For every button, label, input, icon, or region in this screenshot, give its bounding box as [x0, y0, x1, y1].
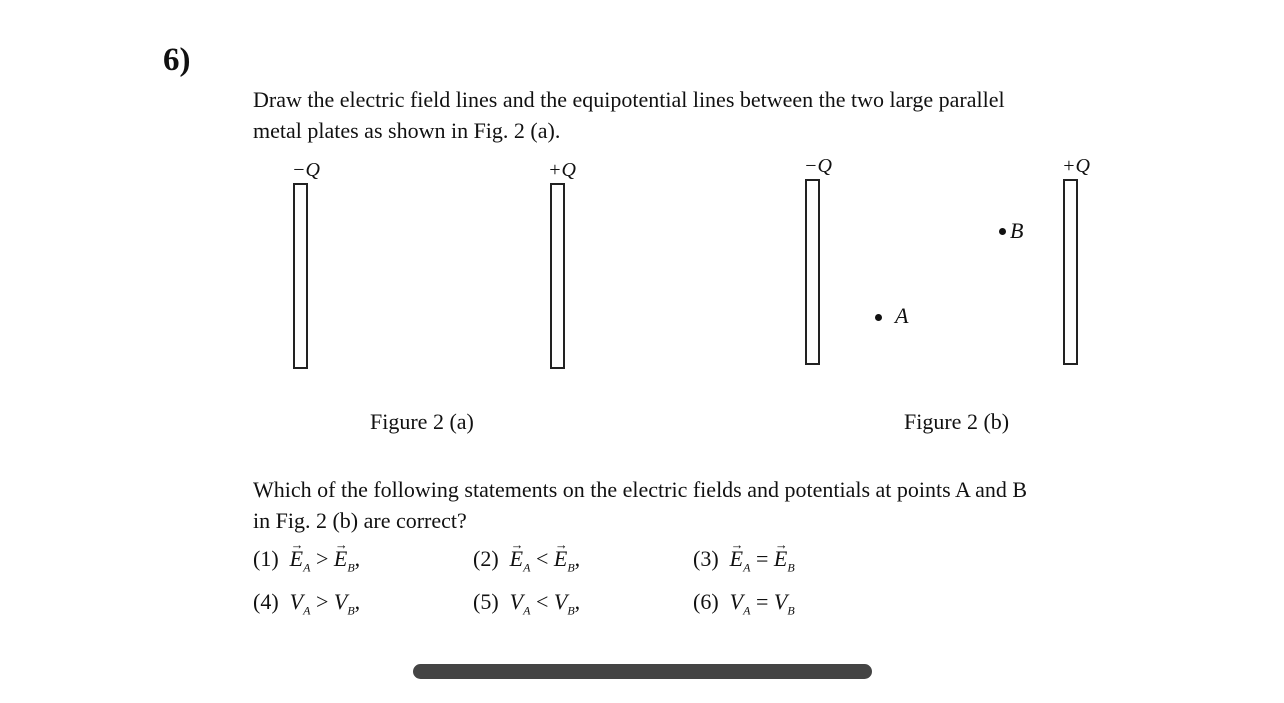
option-1-rhs-symbol: → E — [334, 546, 347, 572]
option-2-lhs-subscript: A — [523, 560, 531, 575]
option-4-rhs-subscript: B — [347, 603, 355, 618]
question-intro — [253, 84, 1153, 146]
fig-a-right-charge: +Q — [548, 159, 576, 181]
fig-b-left-plate — [805, 179, 820, 365]
option-5-number: (5) — [473, 589, 499, 614]
question-prompt — [253, 474, 1153, 536]
fig-a-left-charge: −Q — [292, 159, 320, 181]
option-5 — [473, 589, 580, 623]
option-6-rhs-symbol: V — [773, 589, 788, 614]
option-1-lhs-subscript: A — [303, 560, 311, 575]
option-1-lhs-symbol: → E — [290, 546, 303, 572]
option-4 — [253, 589, 360, 623]
option-3 — [693, 546, 795, 580]
option-4-number: (4) — [253, 589, 279, 614]
option-2-separator: , — [574, 546, 581, 571]
option-2-lhs-symbol: → E — [510, 546, 523, 572]
option-4-lhs-subscript: A — [303, 603, 311, 618]
option-6-lhs-subscript: A — [743, 603, 751, 618]
option-4-operator: > — [315, 589, 329, 614]
intro-line-2: metal plates as shown in Fig. 2 (a). — [253, 118, 561, 143]
option-1-separator: , — [354, 546, 361, 571]
question-number: 6) — [163, 42, 191, 78]
prompt-line-1: Which of the following statements on the electric fields and potentials at points A and B — [253, 477, 1028, 502]
option-6-lhs-symbol: V — [729, 589, 744, 614]
option-2-rhs-symbol: → E — [554, 546, 567, 572]
fig-a-left-plate — [293, 183, 308, 369]
option-5-rhs-symbol: V — [553, 589, 568, 614]
option-4-separator: , — [354, 589, 361, 614]
option-5-lhs-symbol: V — [509, 589, 524, 614]
option-1 — [253, 546, 360, 580]
option-1-number: (1) — [253, 546, 279, 571]
point-a-dot — [875, 314, 882, 321]
prompt-line-2: in Fig. 2 (b) are correct? — [253, 508, 467, 533]
option-1-rhs-subscript: B — [347, 560, 355, 575]
option-2-rhs-subscript: B — [567, 560, 575, 575]
option-1-operator: > — [315, 546, 329, 571]
point-a-label: A — [895, 303, 909, 328]
option-5-separator: , — [574, 589, 581, 614]
option-3-lhs-subscript: A — [743, 560, 751, 575]
option-3-operator: = — [755, 546, 769, 571]
option-4-rhs-symbol: V — [333, 589, 348, 614]
option-2-operator: < — [535, 546, 549, 571]
option-6-number: (6) — [693, 589, 719, 614]
option-5-rhs-subscript: B — [567, 603, 575, 618]
option-3-rhs-symbol: → E — [774, 546, 787, 572]
option-3-lhs-symbol: → E — [730, 546, 743, 572]
option-6 — [693, 589, 795, 623]
option-3-number: (3) — [693, 546, 719, 571]
option-3-rhs-subscript: B — [787, 560, 795, 575]
option-2 — [473, 546, 580, 580]
fig-b-caption: Figure 2 (b) — [904, 409, 1010, 434]
point-b-dot — [999, 228, 1006, 235]
option-4-lhs-symbol: V — [289, 589, 304, 614]
option-2-number: (2) — [473, 546, 499, 571]
point-b-label: B — [1010, 218, 1024, 243]
fig-b-left-charge: −Q — [804, 155, 832, 177]
fig-a-right-plate — [550, 183, 565, 369]
option-5-operator: < — [535, 589, 549, 614]
option-6-operator: = — [755, 589, 769, 614]
fig-b-right-plate — [1063, 179, 1078, 365]
intro-line-1: Draw the electric field lines and the equipotential lines between the two large parallel — [253, 87, 1005, 112]
fig-b-right-charge: +Q — [1062, 155, 1090, 177]
option-6-rhs-subscript: B — [787, 603, 795, 618]
fig-a-caption: Figure 2 (a) — [370, 409, 474, 434]
home-indicator-bar[interactable] — [413, 664, 872, 679]
option-5-lhs-subscript: A — [523, 603, 531, 618]
